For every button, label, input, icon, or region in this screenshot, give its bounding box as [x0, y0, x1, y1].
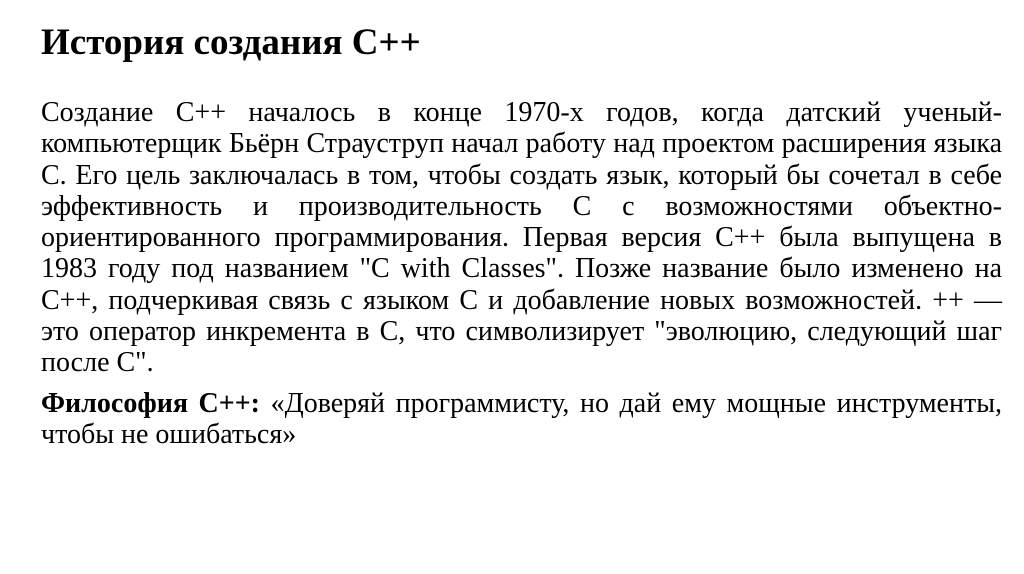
philosophy-paragraph — [41, 388, 1002, 451]
philosophy-label: Философия C++: — [41, 387, 261, 419]
history-paragraph: Создание C++ началось в конце 1970-х годов, когда датский ученый-компьютерщик Бьёрн Страуструп начал работу над проектом расширения языка C. Его цель заключалась в том, чтобы создать язык, который бы сочетал в себе эффективность и производительность C с возможностями объектно-ориентированного программирования. Первая версия C++ была выпущена в 1983 году под названием "C with Classes". Позже название было изменено на C++, подчеркивая связь с языком C и добавление новых возможностей. ++ — это оператор инкремента в C, что символизирует "эволюцию, следующий шаг после C". — [41, 97, 1002, 379]
philosophy-quote: «Доверяй программисту, но дай ему мощные инструменты, чтобы не ошибаться» — [41, 387, 1003, 450]
slide-body — [41, 97, 1002, 450]
slide-title: История создания C++ — [41, 22, 421, 63]
